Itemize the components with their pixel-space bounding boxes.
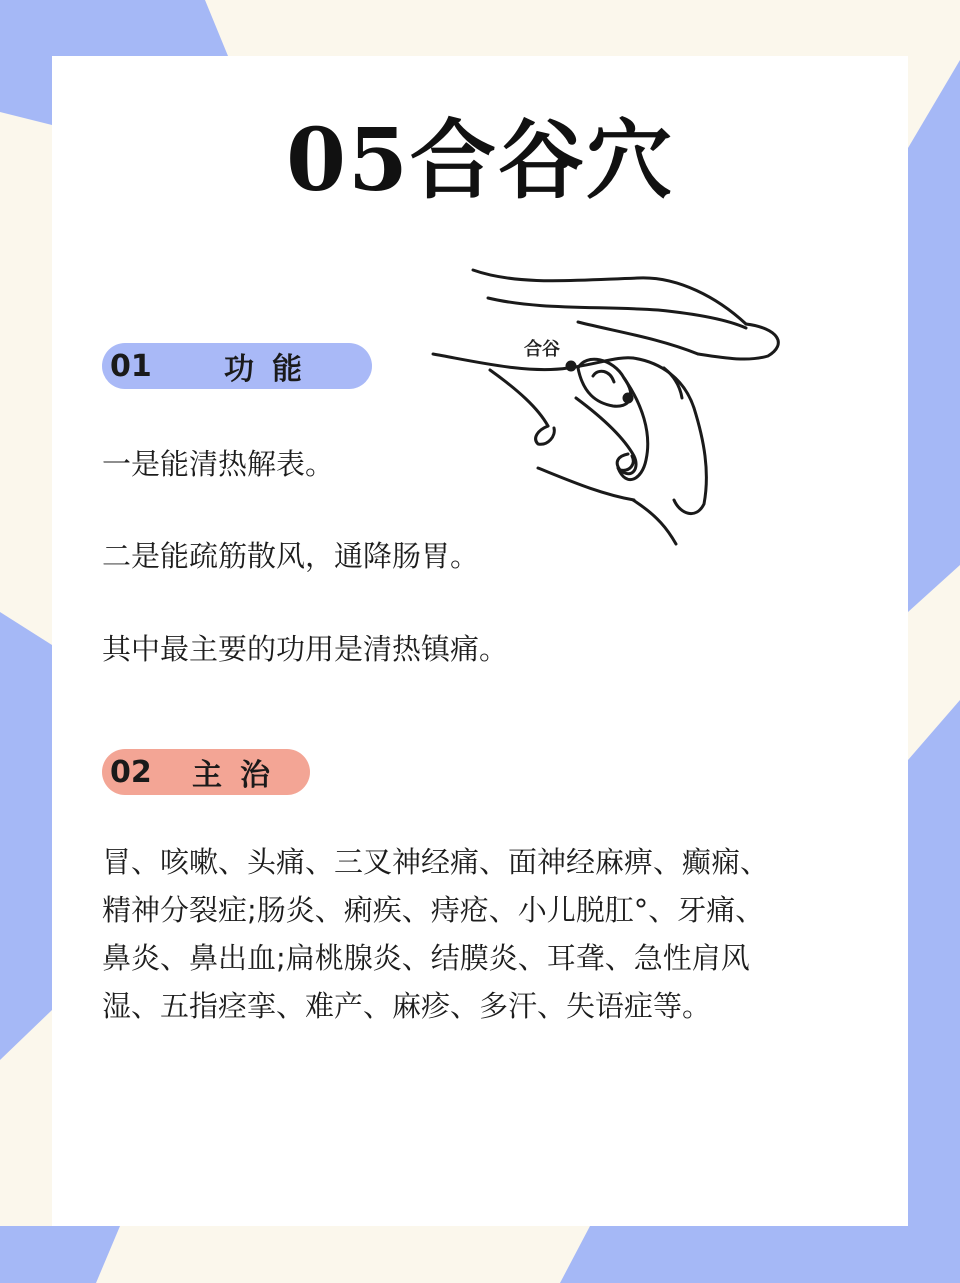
section-indications-header [102,749,310,795]
indications-paragraph [102,838,872,1030]
section-function-header [102,343,372,389]
indications-line: 精神分裂症;肠炎、痢疾、痔疮、小儿脱肛°、牙痛、 [102,893,765,927]
page-title: 05合谷穴 [286,110,674,211]
function-line: 其中最主要的功用是清热镇痛。 [102,632,509,666]
section-heading: 功能 [224,352,320,387]
section-heading: 主治 [192,758,288,793]
indications-line: 冒、咳嗽、头痛、三叉神经痛、面神经麻痹、癫痫、 [102,845,770,879]
function-line: 一是能清热解表。 [102,447,335,481]
acupoint-label: 合谷 [524,339,560,360]
function-line: 二是能疏筋散风，通降肠胃。 [102,539,480,573]
indications-line: 鼻炎、鼻出血;扁桃腺炎、结膜炎、耳聋、急性肩风 [102,941,750,975]
section-number: 02 [110,754,152,790]
hand-acupoint-illustration [428,258,798,548]
indications-line: 湿、五指痉挛、难产、麻疹、多汗、失语症等。 [102,989,712,1023]
section-number: 01 [110,348,152,384]
